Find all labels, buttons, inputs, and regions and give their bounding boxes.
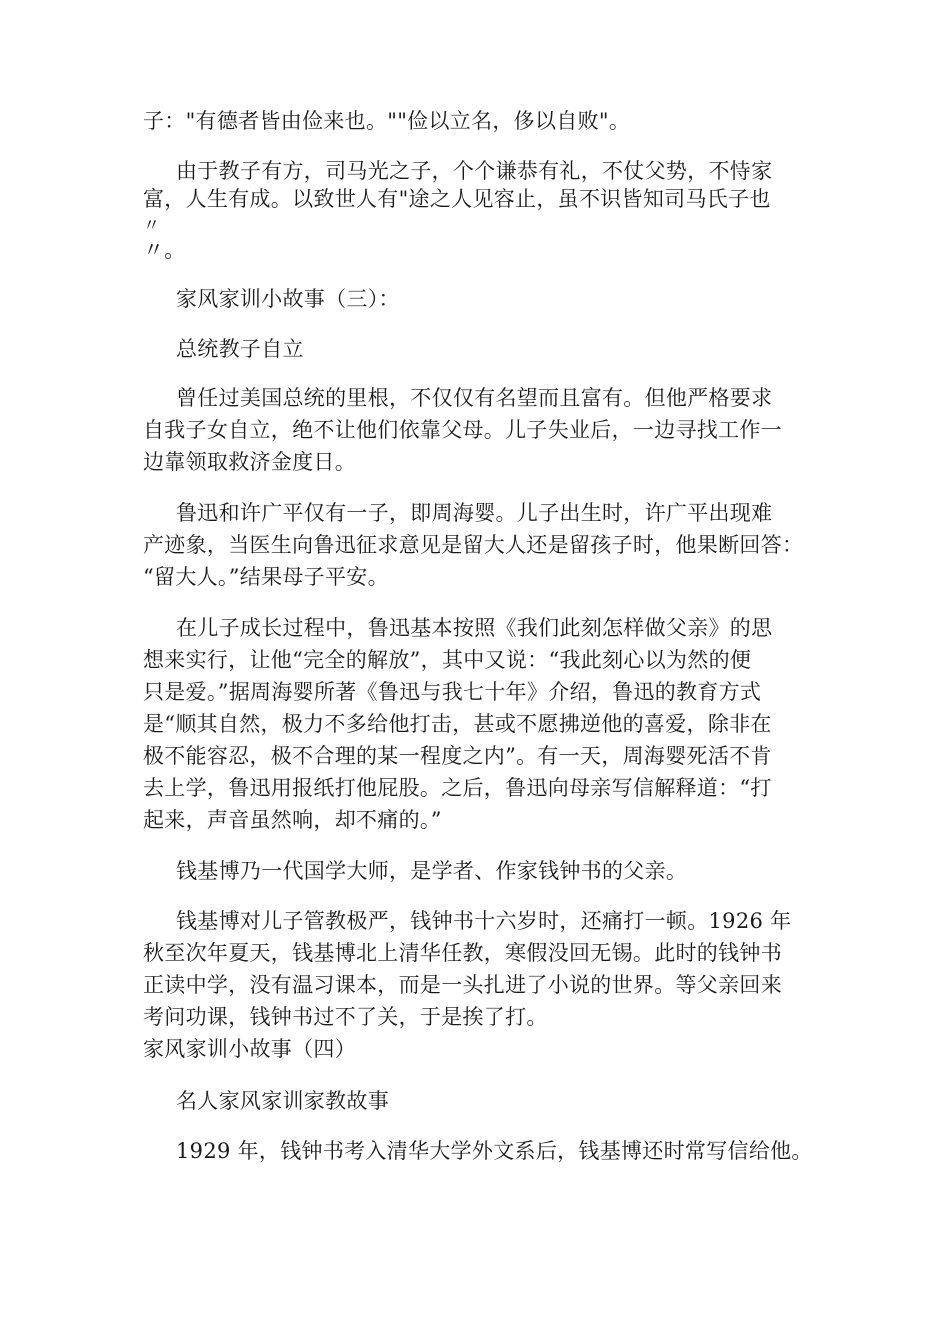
text-line: 自我子女自立，绝不让他们依靠父母。儿子失业后，一边寻找工作一 xyxy=(143,418,782,442)
text-line: 家风家训小故事（四） xyxy=(143,1037,356,1061)
text-line: 子："有德者皆由俭来也。""俭以立名，侈以自败"。 xyxy=(143,109,631,133)
text-line: 想来实行，让他“完全的解放”，其中又说：“我此刻心以为然的便 xyxy=(143,648,752,672)
text-line: 钱基博对儿子管教极严，钱钟书十六岁时，还痛打一顿。1926 年 xyxy=(176,909,792,933)
text-line: 正读中学，没有温习课本，而是一头扎进了小说的世界。等父亲回来 xyxy=(143,973,782,997)
text-line: 曾任过美国总统的里根，不仅仅有名望而且富有。但他严格要求 xyxy=(176,386,773,410)
story-title: 1929 年，钱钟书考入清华大学外文系后，钱基博还时常写信给他。 xyxy=(176,1139,813,1163)
text-line: 起来，声音虽然响，却不痛的。” xyxy=(143,808,442,832)
text-line: 极不能容忍，极不合理的某一程度之内”。有一天，周海婴死活不肯 xyxy=(143,744,772,768)
text-line: 秋至次年夏天，钱基博北上清华任教，寒假没回无锡。此时的钱钟书 xyxy=(143,941,782,965)
text-line: 富，人生有成。以致世人有"途之人见容止，虽不识皆知司马氏子也 xyxy=(143,187,771,211)
section-heading: 家风家训小故事（三）： xyxy=(176,287,400,311)
text-line: 产迹象，当医生向鲁迅征求意见是留大人还是留孩子时，他果断回答： xyxy=(143,533,804,557)
story-title: 总统教子自立 xyxy=(176,337,304,361)
text-line: 是“顺其自然，极力不多给他打击，甚或不愿拂逆他的喜爱，除非在 xyxy=(143,712,772,736)
text-line: 〃 xyxy=(143,216,161,236)
text-line: 〃。 xyxy=(143,238,186,262)
text-line: 由于教子有方，司马光之子，个个谦恭有礼，不仗父势，不恃家 xyxy=(176,159,773,183)
text-line: “留大人。”结果母子平安。 xyxy=(143,565,389,589)
text-line: 去上学，鲁迅用报纸打他屁股。之后，鲁迅向母亲写信解释道：“打 xyxy=(143,776,772,800)
text-line: 边靠领取救济金度日。 xyxy=(143,450,356,474)
text-line: 只是爱。”据周海婴所著《鲁迅与我七十年》介绍，鲁迅的教育方式 xyxy=(143,680,762,704)
text-line: 在儿子成长过程中，鲁迅基本按照《我们此刻怎样做父亲》的思 xyxy=(176,616,773,640)
text-line: 鲁迅和许广平仅有一子，即周海婴。儿子出生时，许广平出现难 xyxy=(176,501,773,525)
text-line: 钱基博乃一代国学大师，是学者、作家钱钟书的父亲。 xyxy=(176,859,688,883)
section-heading: 名人家风家训家教故事 xyxy=(176,1089,389,1113)
text-line: 考问功课，钱钟书过不了关，于是挨了打。 xyxy=(143,1005,548,1029)
